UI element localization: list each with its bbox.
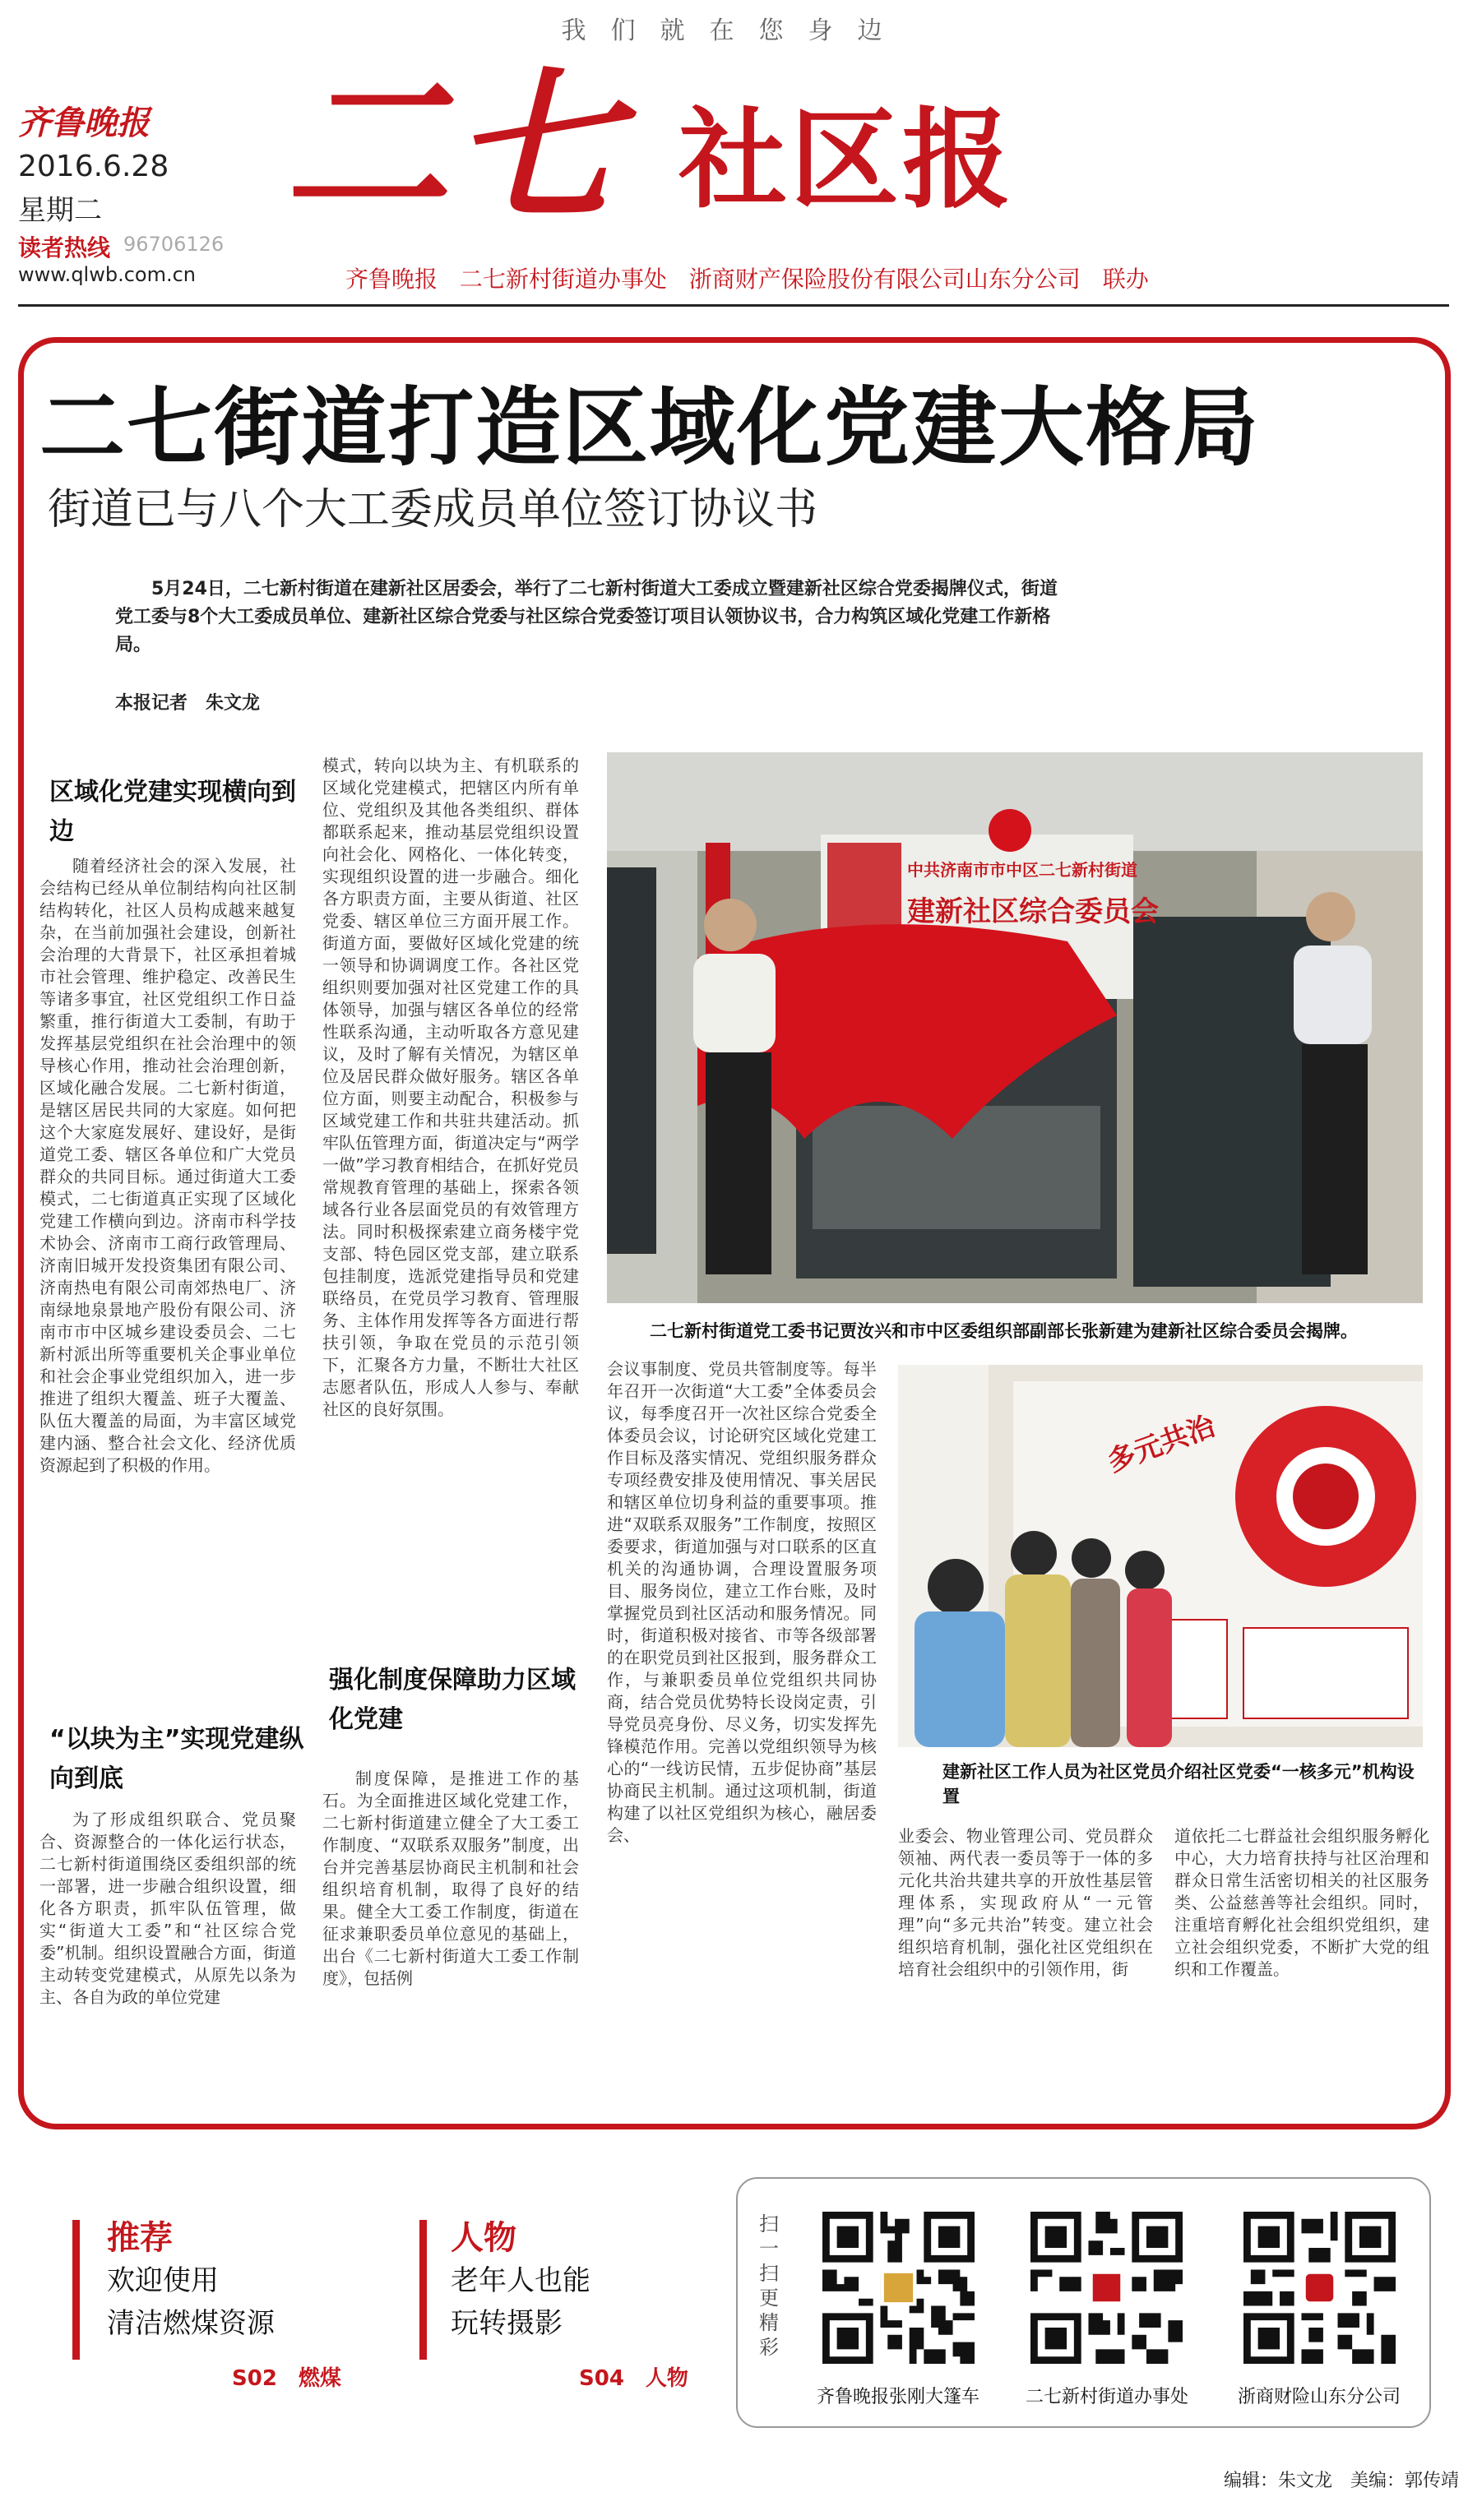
website-link[interactable]: www.qlwb.com.cn [18, 263, 196, 286]
qr-code-ergi-office[interactable] [1030, 2212, 1183, 2364]
column-2-text: 模式，转向以块为主、有机联系的区域化党建模式，把辖区内所有单位、党组织及其他各类组织、群体都联系起来，推动基层党组织设置向社会化、网格化、一体化转变，实现组织设置的进一步融合。细化各方职责方面，主要从街道、社区党委、辖区单位三方面开展工作。街道方面，要做好区域化党建的统一领导和协调调度工作。各社区党组织则要加强对社区党建工作的具体领导，加强与辖区各单位的经常性联系沟通，主动听取各方意见建议，及时了解有关情况，为辖区单位及居民群众做好服务。辖区各单位方面，则要主动配合，积极参与区域党建工作和共驻共建活动。抓牢队伍管理方面，街道决定与“两学一做”学习教育相结合，在抓好党员常规教育管理的基础上，探索各领域各行业各层面党员的有效管理方法。同时积极探索建立商务楼宇党支部、特色园区党支部，建立联系包挂制度，选派党建指导员和党建联络员，在党员学习教育、管理服务、主体作用发挥等各方面进行帮扶引领，争取在党员的示范引领下，汇聚各方力量，不断壮大社区志愿者队伍，形成人人参与、奉献社区的良好氛围。 [322, 756, 579, 1419]
article-headline: 二七街道打造区域化党建大格局 [39, 377, 1261, 478]
column-2-text-continued: 制度保障，是推进工作的基石。为全面推进区域化党建工作，二七新村街道建立健全了大工委工作制度、“双联系双服务”制度，出台并完善基层协商民主机制和社会组织培育机制，取得了良好的结果。健全大工委工作制度，街道在征求兼职委员单位意见的基础上，出台《二七新村街道大工委工作制度》，包括例 [322, 1769, 579, 1988]
qr-code-icon [1030, 2212, 1183, 2364]
qr-code-zheshang-insurance[interactable] [1243, 2212, 1396, 2364]
masthead-slogan: 我们就在您身边 [561, 16, 907, 45]
sign-large-text: 建新社区综合委员会 [907, 895, 1159, 928]
issue-weekday: 星期二 [18, 194, 102, 227]
hotline-number: 96706126 [123, 233, 225, 256]
paper-brand-logo: 齐鲁晚报 [18, 104, 150, 142]
photo-unveiling-ceremony [607, 752, 1423, 1303]
newspaper-title-sub: 社区报 [678, 97, 1014, 224]
column-1-text: 随着经济社会的深入发展，社会结构已经从单位制结构向社区制结构转化，社区人员构成越来越复杂，在当前加强社会建设，创新社会治理的大背景下，社区承担着城市社会管理、维护稳定、改善民生等诸多事宜，社区党组织工作日益繁重，推行街道大工委制，有助于发挥基层党组织在社会治理中的领导核心作用，推动社会治理创新，区域化融合发展。二七新村街道，是辖区居民共同的大家庭。如何把这个大家庭发展好、建设好，是街道党工委、辖区各单位和广大党员群众的共同目标。通过街道大工委模式，二七街道真正实现了区域化党建工作横向到边。济南市科学技术协会、济南市工商行政管理局、济南旧城开发投资集团有限公司、济南热电有限公司南郊热电厂、济南绿地泉景地产股份有限公司、济南市市中区城乡建设委员会、二七新村派出所等重要机关企事业单位和社会企事业党组织加入，进一步推进了组织大覆盖、班子大覆盖、队伍大覆盖的局面，为丰富区域党建内涵、整合社会文化、经济优质资源起到了积极的作用。 [39, 856, 296, 1475]
article-lead: 5月24日，二七新村街道在建新社区居委会，举行了二七新村街道大工委成立暨建新社区综合党委揭牌仪式，街道党工委与8个大工委成员单位、建新社区综合党委与社区综合党委签订项目认领协议书，合力构筑区域化党建工作新格局。 [115, 579, 1058, 655]
article-subhead: 街道已与八个大工委成员单位签订协议书 [48, 485, 818, 534]
qr-code-qilu-caravan[interactable] [822, 2212, 975, 2364]
masthead-divider [18, 304, 1449, 307]
qr-code-icon [822, 2212, 975, 2364]
hotline-label: 读者热线 [18, 234, 111, 261]
sign-small-text: 中共济南市市中区二七新村街道 [907, 860, 1137, 880]
teaser-2-heading: 人物 [451, 2219, 516, 2257]
section-title-vertical: “以块为主”实现党建纵向到底 [49, 1725, 304, 1793]
photo-unveiling-illustration [607, 752, 1423, 1303]
teaser-1-section[interactable]: S02 燃煤 [232, 2366, 341, 2391]
scan-prompt: 扫一扫更精彩 [759, 2213, 779, 2359]
column-5-text: 道依托二七群益社会组织服务孵化中心，大力培育扶持与社区治理和群众日常生活密切相关的社区服务类、公益慈善等社会组织。同时，注重培育孵化社会组织党组织，建立社会组织党委，不断扩大党的组织和工作覆盖。 [1174, 1826, 1429, 1979]
issue-date: 2016.6.28 [18, 150, 169, 183]
photo-community-visit [898, 1365, 1423, 1747]
section-title-horizontal: 区域化党建实现横向到边 [49, 778, 296, 846]
qr-label-1: 齐鲁晚报张刚大篷车 [816, 2387, 979, 2407]
qr-label-3: 浙商财险山东分公司 [1237, 2387, 1401, 2407]
column-4-text: 业委会、物业管理公司、党员群众领袖、两代表一委员等于一体的多元化共治共建共享的开放性基层管理体系，实现政府从“一元管理”向“多元共治”转变。建立社会组织培育机制，强化社区党组织在培育社会组织中的引领作用，街 [898, 1826, 1153, 1979]
teaser-1-accent-bar [72, 2220, 80, 2360]
qr-code-icon [1243, 2212, 1396, 2364]
teaser-1-heading: 推荐 [107, 2219, 173, 2257]
teaser-2-line-1[interactable]: 老年人也能 [451, 2264, 590, 2297]
photo-1-caption: 二七新村街道党工委书记贾汝兴和市中区委组织部副部长张新建为建新社区综合委员会揭牌。 [650, 1321, 1358, 1341]
photo-2-caption: 建新社区工作人员为社区党员介绍社区党委“一核多元”机构设置 [942, 1762, 1415, 1806]
teaser-2-line-2[interactable]: 玩转摄影 [451, 2307, 563, 2340]
newspaper-title-main: 二七 [284, 51, 623, 244]
teaser-1-line-1[interactable]: 欢迎使用 [107, 2264, 219, 2297]
wall-slogan: 多元共治 [1103, 1409, 1220, 1479]
editor-credits: 编辑：朱文龙 美编：郭传靖 [1224, 2471, 1460, 2491]
qr-label-2: 二七新村街道办事处 [1025, 2387, 1188, 2407]
section-title-system: 强化制度保障助力区域化党建 [329, 1666, 576, 1734]
article-byline: 本报记者 朱文龙 [115, 693, 261, 714]
teaser-2-accent-bar [419, 2220, 427, 2360]
sponsors-line: 齐鲁晚报 二七新村街道办事处 浙商财产保险股份有限公司山东分公司 联办 [345, 266, 1149, 293]
column-1-text-continued: 为了形成组织联合、党员聚合、资源整合的一体化运行状态，二七新村街道围绕区委组织部的统一部署，进一步融合组织设置，细化各方职责，抓牢队伍管理，做实“街道大工委”和“社区综合党委”机制。组织设置融合方面，街道主动转变党建模式，从原先以条为主、各自为政的单位党建 [39, 1810, 296, 2007]
column-3-text: 会议事制度、党员共管制度等。每半年召开一次街道“大工委”全体委员会议，每季度召开一次社区综合党委全体委员会议，讨论研究区域化党建工作目标及落实情况、党组织服务群众专项经费安排及使用情况、事关居民和辖区单位切身利益的重要事项。推进“双联系双服务”工作制度，按照区委要求，街道加强与对口联系的区直机关的沟通协调，合理设置服务项目、服务岗位，建立工作台账，及时掌握党员到社区活动和服务情况。同时，街道积极对接省、市等各级部署的在职党员到社区报到，服务群众工作，与兼职委员单位党组织共同协商，结合党员优势特长设岗定责，引导党员亮身份、尽义务，切实发挥先锋模范作用。完善以党组织领导为核心的“一线访民情，五步促协商”基层协商民主机制。通过这项机制，街道构建了以社区党组织为核心，融居委会、 [607, 1359, 877, 1845]
teaser-2-section[interactable]: S04 人物 [579, 2366, 688, 2391]
teaser-1-line-2[interactable]: 清洁燃煤资源 [107, 2307, 275, 2340]
photo-visit-illustration [898, 1365, 1423, 1747]
